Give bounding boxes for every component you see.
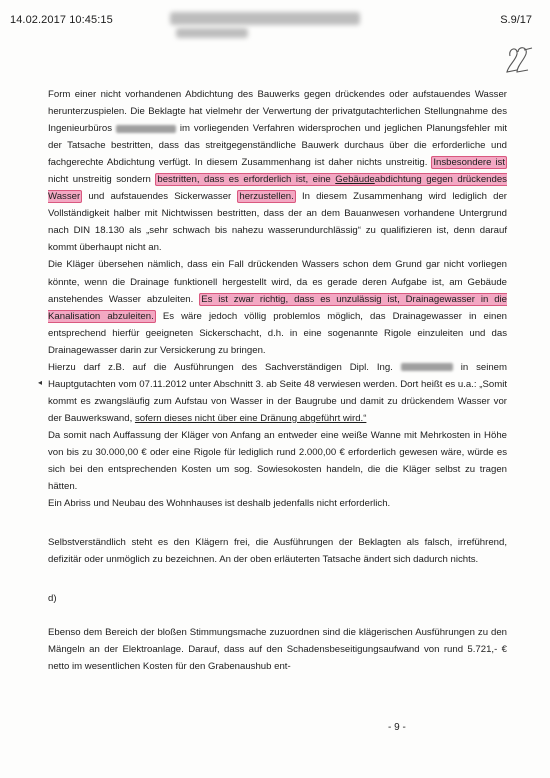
paragraph-selbstverstaendlich: Selbstverständlich steht es den Klägern frei, die Ausführungen der Beklagten als falsch, irreführend, defizitär oder unmöglich zu bezeichnen. An der oben erläuterten Tatsache ändert sich dadurch nichts.: [48, 537, 507, 566]
fax-page-counter: S.9/17: [500, 14, 532, 26]
highlight-insbesondere: Insbesondere ist: [433, 157, 505, 169]
fax-timestamp: 14.02.2017 10:45:15: [10, 14, 113, 26]
redacted-name: [116, 125, 176, 133]
section-heading-d: d): [48, 593, 57, 605]
page-number: - 9 -: [388, 722, 406, 733]
handwritten-annotation: [502, 42, 536, 82]
paragraph-sowiesokosten: Da somit nach Auffassung der Kläger von Anfang an entweder eine weiße Wanne mit Mehrkosten in Höhe von bis zu 30.000,00 € oder eine Rigole für lediglich rund 2.000,00 € erforderlich gewesen wäre, würde es sich bei den entsprechenden Kosten um sog. Sowiesokosten handeln, die die Kläger selbst zu tragen hätten.: [48, 429, 507, 493]
letter-body: [48, 86, 507, 675]
paragraph-gutachten: Hierzu darf z.B. auf die Ausführungen des Sachverständigen Dipl. Ing. in seinem Hauptgutachten vom 07.11.2012 unter Abschnitt 3. ab Seite 48 verwiesen werden. Dort heißt es u.a.: „Somit kommt es zwangsläufig zum Aufstau von Wasser in der Baugrube und damit zu drückendem Wasser vor der Bauwerkswand, sofern dieses nicht über eine Dränung abgeführt wird.“: [48, 361, 507, 424]
redacted-sender-line: [170, 12, 360, 25]
redacted-name: [401, 363, 453, 371]
highlight-gebaeudeabdichtung: bestritten, dass es erforderlich ist, eine Gebäudeabdichtung gegen drückendes Wasser: [48, 174, 507, 203]
highlight-herzustellen: herzustellen.: [239, 191, 294, 203]
underlined-quote: sofern dieses nicht über eine Dränung abgeführt wird.“: [134, 412, 367, 424]
paragraph-elektroanlage: Ebenso dem Bereich der bloßen Stimmungsmache zuzuordnen sind die klägerischen Ausführungen zu den Mängeln an der Elektroanlage. Darauf, dass auf den Schadensbeseitigungsaufwand von rund 5.721,- € netto im wesentlichen Kosten für den Grabenaushub ent-: [48, 627, 507, 673]
margin-mark: ◂: [38, 378, 43, 387]
paragraph-abriss: Ein Abriss und Neubau des Wohnhauses ist deshalb jedenfalls nicht erforderlich.: [48, 498, 391, 510]
redacted-sender-number: [176, 28, 248, 38]
highlight-drainagewasser: Es ist zwar richtig, dass es unzulässig ist, Drainagewasser in die Kanalisation abzuleiten.: [48, 293, 507, 322]
paragraph-drainage: Die Kläger übersehen nämlich, dass ein Fall drückenden Wassers schon dem Grund gar nicht vorliegen könnte, wenn die Drainage funktionell hergestellt wird, da es gerade deren Aufgabe ist, am Gebäude anstehendes Wasser abzuleiten. Es ist zwar richtig, dass es unzulässig ist, Drainagewasser in die Kanalisation abzuleiten. Es wäre jedoch völlig problemlos möglich, das Drainagewasser in einen entsprechend hierfür geeigneten Sickerschacht, d.h. in eine sogenannte Rigole einzuleiten und das Drainagewasser darin zur Versickerung zu bringen.: [48, 259, 507, 356]
paragraph-abdichtung: Form einer nicht vorhandenen Abdichtung des Bauwerks gegen drückendes oder aufstauendes Wasser herunterzuspielen. Die Beklagte hat vielmehr der Verwertung der privatgutachterlichen Stellungnahme des Ingenieurbüros im vorliegenden Verfahren widersprochen und jeglichen Planungsfehler mit der Tatsache bestritten, dass das streitgegenständliche Bauwerk durchaus über die erforderliche und fachgerechte Abdichtung verfügt. In diesem Zusammenhang ist daher nichts unstreitig. Insbesondere ist nicht unstreitig sondern bestritten, dass es erforderlich ist, eine Gebäudeabdichtung gegen drückendes Wasser und aufstauendes Sickerwasser herzustellen. In diesem Zusammenhang wird lediglich der Vollständigkeit halber mit Nichtwissen bestritten, dass der an dem Bauanwesen vorhandene Untergrund nach DIN 18.130 als „sehr schwach bis nahezu wasserundurchlässig“ zu qualifizieren ist, denn darauf kommt überhaupt nicht an.: [48, 89, 507, 254]
